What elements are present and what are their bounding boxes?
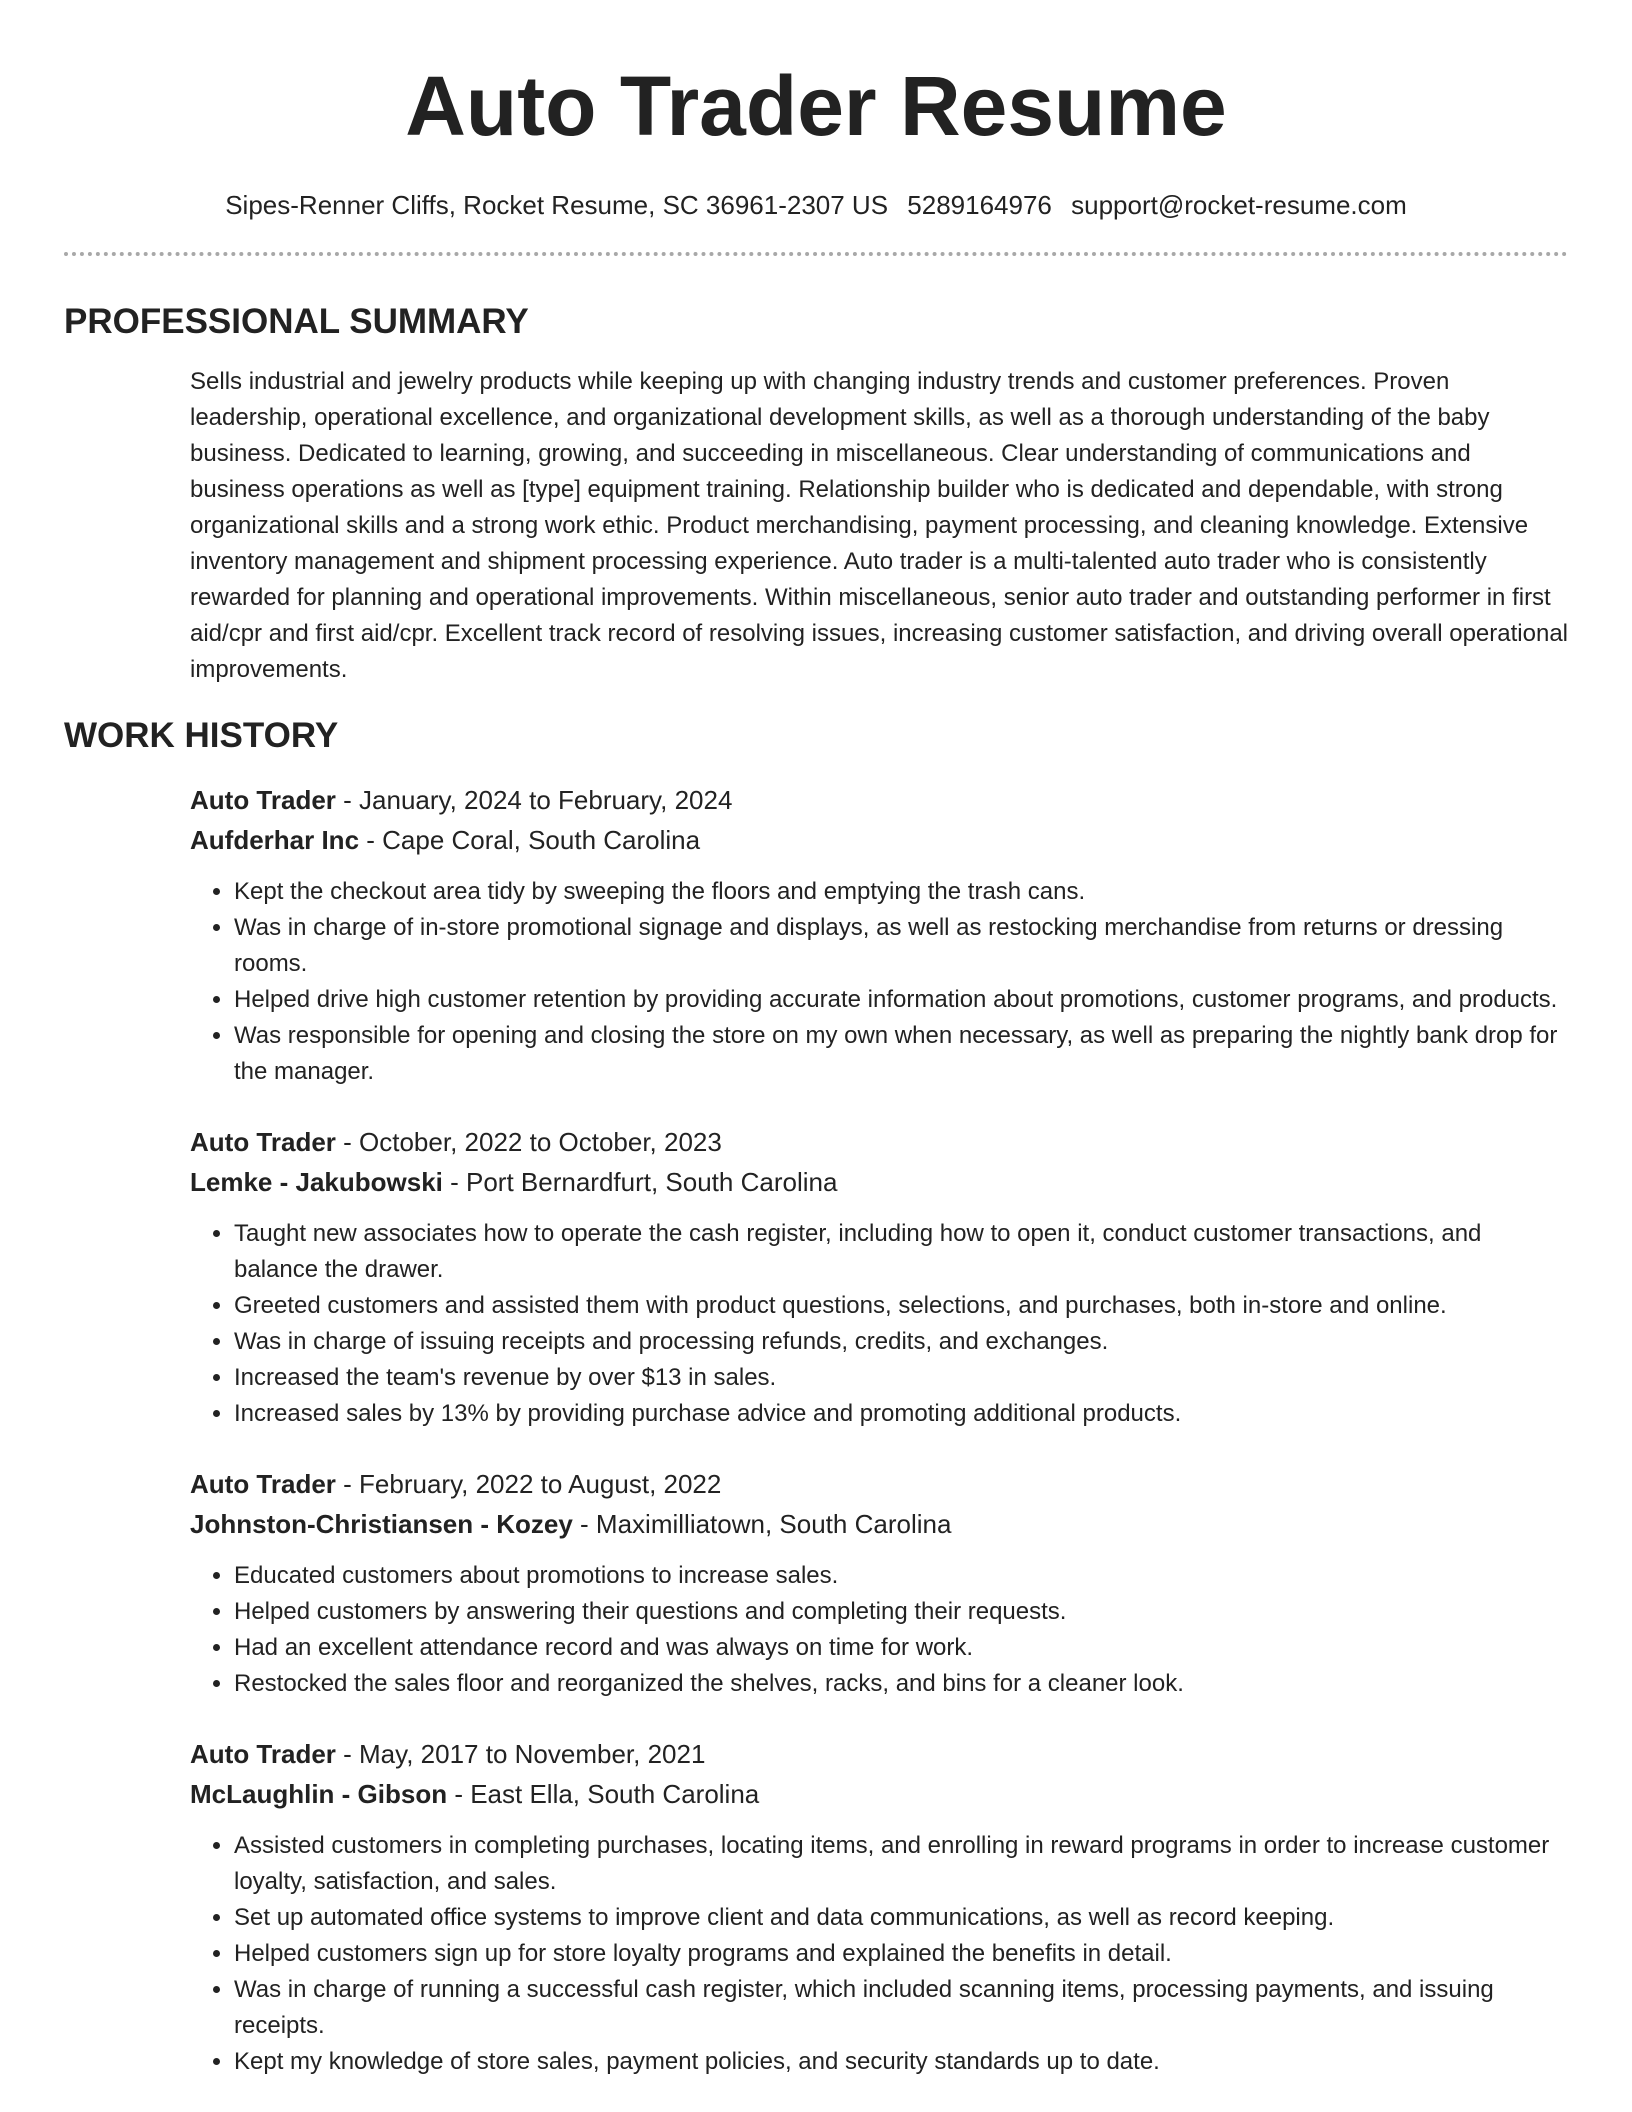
job-title: Auto Trader <box>190 1739 336 1769</box>
job-duty: • Was in charge of in-store promotional signage and displays, as well as restocking merchandise from returns or dressing rooms. <box>234 910 1568 982</box>
job-title: Auto Trader <box>190 785 336 815</box>
job-title-line <box>190 1122 1568 1162</box>
job-company-line <box>190 820 1568 860</box>
job-duty: • Helped customers by answering their questions and completing their requests. <box>234 1594 1568 1630</box>
job-duties-list <box>190 1216 1568 1432</box>
resume-page <box>64 0 1568 2080</box>
address: Sipes-Renner Cliffs, Rocket Resume, SC 36961-2307 US <box>225 190 889 220</box>
job-dates: - February, 2022 to August, 2022 <box>335 1469 722 1499</box>
job-company: Aufderhar Inc <box>190 825 360 855</box>
job-duties-list <box>190 1558 1568 1702</box>
job-duty: • Restocked the sales floor and reorganized the shelves, racks, and bins for a cleaner look. <box>234 1666 1568 1702</box>
job-duty: • Taught new associates how to operate the cash register, including how to open it, conduct customer transactions, and balance the drawer. <box>234 1216 1568 1288</box>
page-title: Auto Trader Resume <box>405 59 1227 153</box>
job-title-line <box>190 780 1568 820</box>
job-duty: • Kept my knowledge of store sales, payment policies, and security standards up to date. <box>234 2044 1568 2080</box>
job-duty: • Increased the team's revenue by over $13 in sales. <box>234 1360 1568 1396</box>
job-dates: - January, 2024 to February, 2024 <box>335 785 733 815</box>
contact-line <box>64 188 1568 222</box>
job-entry-2 <box>190 1122 1568 1432</box>
professional-summary-heading: PROFESSIONAL SUMMARY <box>64 302 529 341</box>
job-duty: • Helped customers sign up for store loyalty programs and explained the benefits in detail. <box>234 1936 1568 1972</box>
job-duty: • Had an excellent attendance record and was always on time for work. <box>234 1630 1568 1666</box>
job-company: Johnston-Christiansen - Kozey <box>190 1509 573 1539</box>
job-duty: • Was in charge of issuing receipts and processing refunds, credits, and exchanges. <box>234 1324 1568 1360</box>
job-duty: • Was responsible for opening and closing the store on my own when necessary, as well as preparing the nightly bank drop for the manager. <box>234 1018 1568 1090</box>
job-dates: - May, 2017 to November, 2021 <box>335 1739 706 1769</box>
job-duty: • Increased sales by 13% by providing purchase advice and promoting additional products. <box>234 1396 1568 1432</box>
job-dates: - October, 2022 to October, 2023 <box>335 1127 722 1157</box>
job-entry-4 <box>190 1734 1568 2080</box>
job-duty: • Was in charge of running a successful cash register, which included scanning items, processing payments, and issuing receipts. <box>234 1972 1568 2044</box>
job-company-line <box>190 1774 1568 1814</box>
job-duty: • Educated customers about promotions to increase sales. <box>234 1558 1568 1594</box>
work-history-heading: WORK HISTORY <box>64 716 339 755</box>
job-entry-3 <box>190 1464 1568 1702</box>
job-company: Lemke - Jakubowski <box>190 1167 443 1197</box>
phone-number: 5289164976 <box>907 190 1052 220</box>
job-title: Auto Trader <box>190 1127 336 1157</box>
job-duty: • Assisted customers in completing purchases, locating items, and enrolling in reward programs in order to increase customer loyalty, satisfaction, and sales. <box>234 1828 1568 1900</box>
job-company-line <box>190 1504 1568 1544</box>
job-duty: • Greeted customers and assisted them with product questions, selections, and purchases, both in-store and online. <box>234 1288 1568 1324</box>
email-address: support@rocket-resume.com <box>1071 190 1407 220</box>
job-duties-list <box>190 874 1568 1090</box>
job-location: - Maximilliatown, South Carolina <box>572 1509 952 1539</box>
header-divider <box>64 252 1568 256</box>
job-title-line <box>190 1464 1568 1504</box>
job-location: - Cape Coral, South Carolina <box>359 825 701 855</box>
job-location: - East Ella, South Carolina <box>447 1779 760 1809</box>
job-company: McLaughlin - Gibson <box>190 1779 448 1809</box>
job-title-line <box>190 1734 1568 1774</box>
job-location: - Port Bernardfurt, South Carolina <box>442 1167 838 1197</box>
job-title: Auto Trader <box>190 1469 336 1499</box>
job-duties-list <box>190 1828 1568 2080</box>
job-duty: • Helped drive high customer retention by providing accurate information about promotions, customer programs, and products. <box>234 982 1568 1018</box>
job-duty: • Kept the checkout area tidy by sweeping the floors and emptying the trash cans. <box>234 874 1568 910</box>
job-duty: • Set up automated office systems to improve client and data communications, as well as record keeping. <box>234 1900 1568 1936</box>
job-company-line <box>190 1162 1568 1202</box>
job-entry-1 <box>190 780 1568 1090</box>
professional-summary-text: Sells industrial and jewelry products while keeping up with changing industry trends and customer preferences. Proven leadership, operational excellence, and organizational development skills, as well as a thorough understanding of the baby business. Dedicated to learning, growing, and succeeding in miscellaneous. Clear understanding of communications and business operations as well as [type] equipment training. Relationship builder who is dedicated and dependable, with strong organizational skills and a strong work ethic. Product merchandising, payment processing, and cleaning knowledge. Extensive inventory management and shipment processing experience. Auto trader is a multi-talented auto trader who is consistently rewarded for planning and operational improvements. Within miscellaneous, senior auto trader and outstanding performer in first aid/cpr and first aid/cpr. Excellent track record of resolving issues, increasing customer satisfaction, and driving overall operational improvements. <box>190 368 1568 683</box>
